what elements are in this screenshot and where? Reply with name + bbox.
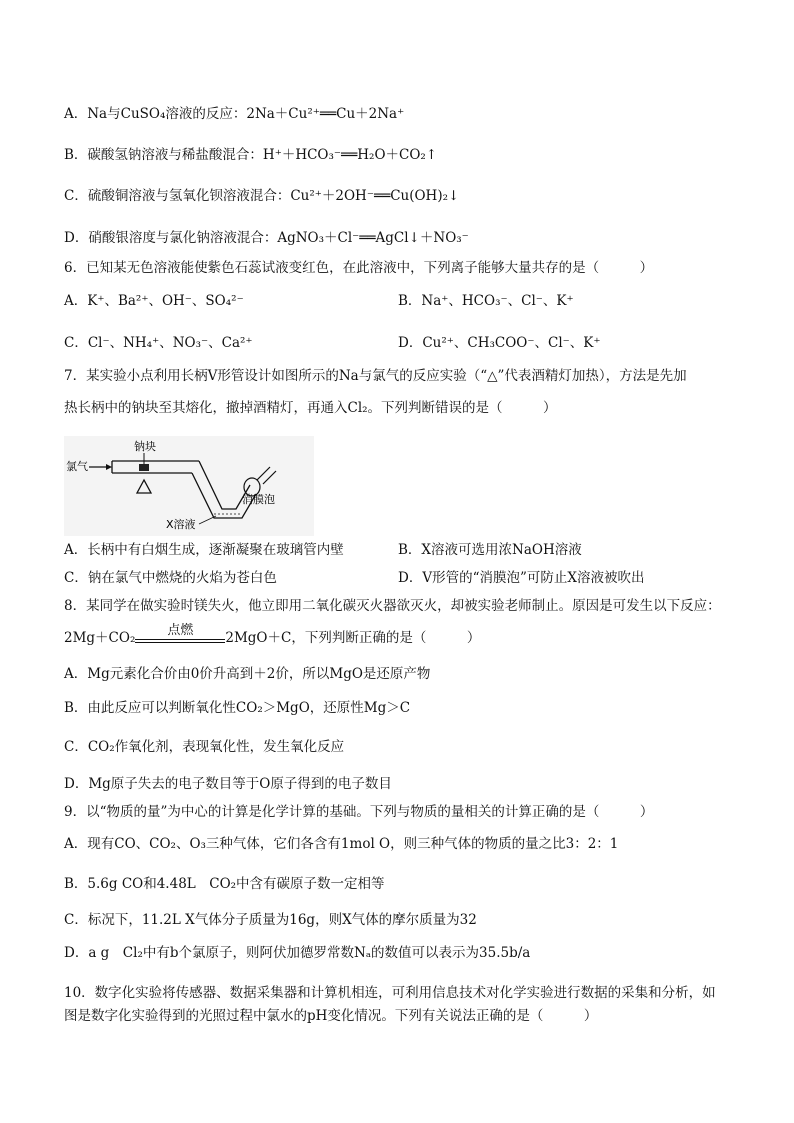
v-tube-diagram bbox=[64, 436, 314, 536]
q7-option-b: B．X溶液可选用浓NaOH溶液 bbox=[398, 542, 582, 558]
q8-option-d: D．Mg原子失去的电子数目等于O原子得到的电子数目 bbox=[64, 776, 392, 792]
q9-option-d: D．a g Cl₂中有b个氯原子，则阿伏加德罗常数Nₐ的数值可以表示为35.5b/a bbox=[64, 945, 531, 961]
q8-stem: 8．某同学在做实验时镁失火，他立即用二氧化碳灭火器欲灭火，却被实验老师制止。原因是可发生以下反应： bbox=[64, 598, 721, 614]
q7-option-c: C．钠在氯气中燃烧的火焰为苍白色 bbox=[64, 570, 277, 586]
fig-sodium-label: 钠块 bbox=[134, 440, 156, 453]
q6-option-c: C．Cl⁻、NH₄⁺、NO₃⁻、Ca²⁺ bbox=[64, 335, 253, 351]
q7-stem-line2: 热长柄中的钠块至其熔化，撤掉酒精灯，再通入Cl₂。下列判断错误的是（ ） bbox=[64, 400, 557, 416]
q8-equation-left: 2Mg＋CO₂ bbox=[64, 630, 136, 646]
fig-solution-label: X溶液 bbox=[166, 518, 196, 531]
q10-stem-line2: 图是数字化实验得到的光照过程中氯水的pH变化情况。下列有关说法正确的是（ ） bbox=[64, 1008, 598, 1024]
q7-stem-line1: 7．某实验小点利用长柄V形管设计如图所示的Na与氯气的反应实验（“△”代表酒精灯加热），方法是先加 bbox=[64, 368, 687, 384]
q6-option-b: B．Na⁺、HCO₃⁻、Cl⁻、K⁺ bbox=[398, 293, 574, 309]
q7-option-d: D．V形管的“消膜泡”可防止X溶液被吹出 bbox=[398, 570, 645, 586]
q5-option-a: A．Na与CuSO₄溶液的反应：2Na＋Cu²⁺══Cu＋2Na⁺ bbox=[64, 106, 405, 122]
q7-option-a: A．长柄中有白烟生成，逐渐凝聚在玻璃管内壁 bbox=[64, 542, 344, 558]
q5-option-d: D．硝酸银溶度与氯化钠溶液混合：AgNO₃＋Cl⁻══AgCl↓＋NO₃⁻ bbox=[64, 230, 469, 246]
fig-chlorine-label: 氯气 bbox=[66, 460, 88, 473]
q8-condition-text: 点燃 bbox=[167, 623, 194, 638]
fig-bubble-label: 消膜泡 bbox=[242, 493, 275, 506]
q8-equation bbox=[64, 624, 764, 653]
q9-stem: 9．以“物质的量”为中心的计算是化学计算的基础。下列与物质的量相关的计算正确的是（ ） bbox=[64, 804, 654, 820]
q8-option-b: B．由此反应可以判断氧化性CO₂＞MgO，还原性Mg＞C bbox=[64, 700, 411, 716]
q6-option-d: D．Cu²⁺、CH₃COO⁻、Cl⁻、K⁺ bbox=[398, 335, 601, 351]
q8-option-a: A．Mg元素化合价由0价升高到＋2价，所以MgO是还原产物 bbox=[64, 666, 431, 682]
q9-option-a: A．现有CO、CO₂、O₃三种气体，它们各含有1mol O，则三种气体的物质的量之比3：2：1 bbox=[64, 836, 619, 852]
q5-option-b: B．碳酸氢钠溶液与稀盐酸混合：H⁺＋HCO₃⁻══H₂O＋CO₂↑ bbox=[64, 147, 438, 163]
q8-equation-right: 2MgO＋C，下列判断正确的是（ ） bbox=[225, 630, 481, 646]
q6-stem: 6．已知某无色溶液能使紫色石蕊试液变红色，在此溶液中，下列离子能够大量共存的是（ ） bbox=[64, 260, 654, 276]
q10-stem-line1: 10．数字化实验将传感器、数据采集器和计算机相连，可利用信息技术对化学实验进行数据的采集和分析，如 bbox=[64, 985, 716, 1001]
q8-equation-condition bbox=[135, 624, 225, 653]
q6-option-a: A．K⁺、Ba²⁺、OH⁻、SO₄²⁻ bbox=[64, 293, 244, 309]
q9-option-b: B．5.6g CO和4.48L CO₂中含有碳原子数一定相等 bbox=[64, 876, 385, 892]
q9-option-c: C．标况下，11.2L X气体分子质量为16g，则X气体的摩尔质量为32 bbox=[64, 912, 477, 928]
q5-option-c: C．硫酸铜溶液与氢氧化钡溶液混合：Cu²⁺＋2OH⁻══Cu(OH)₂↓ bbox=[64, 188, 460, 204]
q8-option-c: C．CO₂作氧化剂，表现氧化性，发生氧化反应 bbox=[64, 739, 345, 755]
